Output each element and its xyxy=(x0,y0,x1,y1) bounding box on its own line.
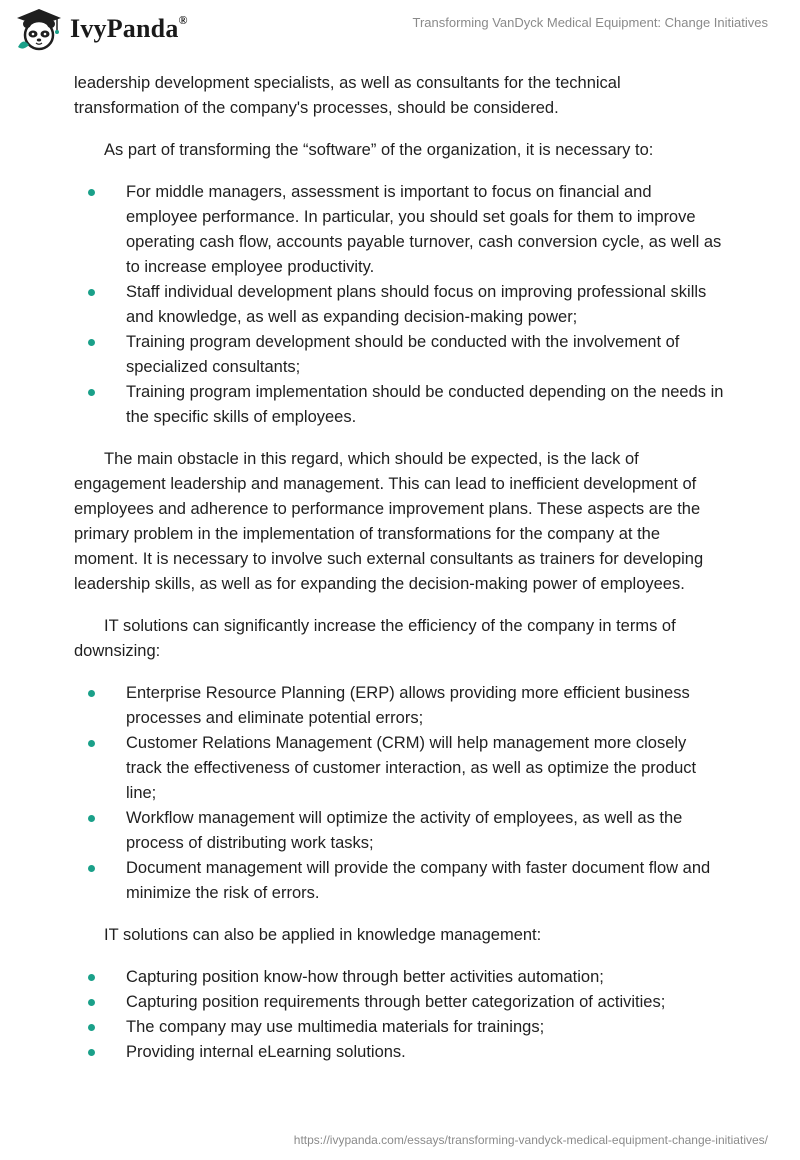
paragraph: As part of transforming the “software” of the organization, it is necessary to: xyxy=(104,141,654,159)
bullet-icon xyxy=(88,289,95,296)
list-item: The company may use multimedia materials for trainings; xyxy=(74,1015,724,1040)
bullet-list xyxy=(74,681,724,906)
bullet-icon xyxy=(88,815,95,822)
list-item: Capturing position requirements through better categorization of activities; xyxy=(74,990,724,1015)
panda-logo-icon xyxy=(14,7,64,51)
bullet-list xyxy=(74,180,724,430)
bullet-icon xyxy=(88,690,95,697)
list-item: Staff individual development plans should focus on improving professional skills and knowledge, as well as expanding decision-making power; xyxy=(74,280,724,330)
bullet-icon xyxy=(88,389,95,396)
paragraph: The main obstacle in this regard, which should be expected, is the lack of engagement leadership and management. This can lead to inefficient development of employees and adherence to performance improvement plans. These aspects are the primary problem in the implementation of transformations for the company at the moment. It is necessary to involve such external consultants as trainers for developing leadership skills, as well as for expanding the decision-making power of employees. xyxy=(74,450,704,593)
bullet-icon xyxy=(88,974,95,981)
registered-mark: ® xyxy=(178,13,188,27)
list-item: For middle managers, assessment is important to focus on financial and employee performance. In particular, you should set goals for them to improve operating cash flow, accounts payable turnover, cash conversion cycle, as well as to increase employee productivity. xyxy=(74,180,724,280)
essay-body xyxy=(74,71,724,1065)
document-title: Transforming VanDyck Medical Equipment: Change Initiatives xyxy=(412,15,768,30)
paragraph: IT solutions can also be applied in knowledge management: xyxy=(104,926,542,944)
list-item: Providing internal eLearning solutions. xyxy=(74,1040,724,1065)
bullet-icon xyxy=(88,339,95,346)
bullet-icon xyxy=(88,1024,95,1031)
bullet-icon xyxy=(88,865,95,872)
list-item: Training program development should be conducted with the involvement of specialized consultants; xyxy=(74,330,724,380)
bullet-icon xyxy=(88,999,95,1006)
bullet-icon xyxy=(88,189,95,196)
page-header xyxy=(0,0,800,70)
bullet-list xyxy=(74,965,724,1065)
paragraph: leadership development specialists, as well as consultants for the technical transformation of the company's processes, should be considered. xyxy=(74,74,621,117)
list-item: Training program implementation should be conducted depending on the needs in the specific skills of employees. xyxy=(74,380,724,430)
brand-name: IvyPanda® xyxy=(70,13,188,43)
list-item: Document management will provide the company with faster document flow and minimize the risk of errors. xyxy=(74,856,724,906)
list-item: Customer Relations Management (CRM) will help management more closely track the effectiveness of customer interaction, as well as optimize the product line; xyxy=(74,731,724,806)
logo[interactable] xyxy=(14,7,188,51)
paragraph: IT solutions can significantly increase the efficiency of the company in terms of downsizing: xyxy=(74,617,676,660)
source-url[interactable]: https://ivypanda.com/essays/transforming-vandyck-medical-equipment-change-initiatives/ xyxy=(293,1133,768,1147)
list-item: Workflow management will optimize the activity of employees, as well as the process of distributing work tasks; xyxy=(74,806,724,856)
list-item: Capturing position know-how through better activities automation; xyxy=(74,965,724,990)
bullet-icon xyxy=(88,1049,95,1056)
list-item: Enterprise Resource Planning (ERP) allows providing more efficient business processes and eliminate potential errors; xyxy=(74,681,724,731)
bullet-icon xyxy=(88,740,95,747)
